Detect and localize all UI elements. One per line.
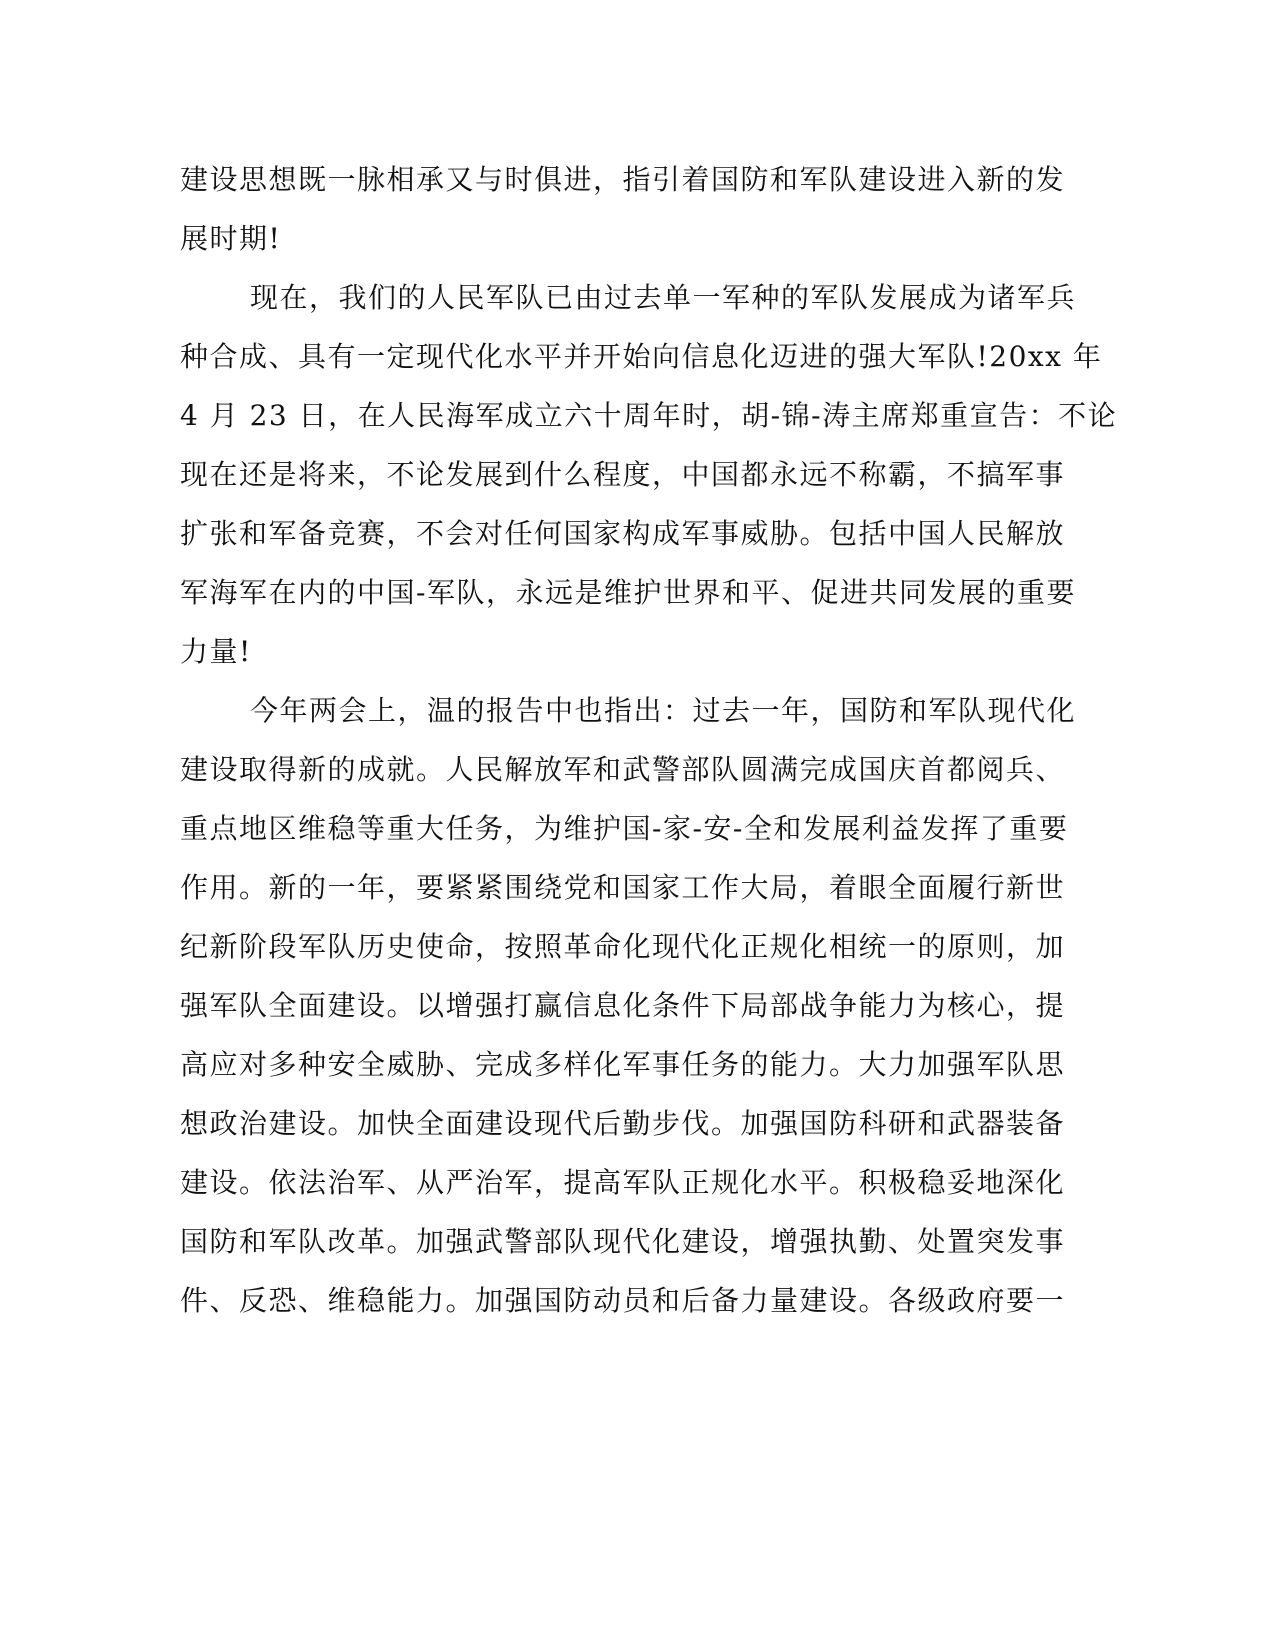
text-line: 作用。新的一年，要紧紧围绕党和国家工作大局，着眼全面履行新世 [180, 871, 1066, 904]
text-line: 建设。依法治军、从严治军，提高军队正规化水平。积极稳妥地深化 [180, 1166, 1066, 1199]
text-line: 建设思想既一脉相承又与时俱进，指引着国防和军队建设进入新的发 [180, 163, 1066, 196]
text-line: 国防和军队改革。加强武警部队现代化建设，增强执勤、处置突发事 [180, 1225, 1066, 1258]
text-line: 强军队全面建设。以增强打赢信息化条件下局部战争能力为核心，提 [180, 989, 1066, 1022]
text-line: 高应对多种安全威胁、完成多样化军事任务的能力。大力加强军队思 [180, 1048, 1066, 1081]
paragraph-start-line: 现在，我们的人民军队已由过去单一军种的军队发展成为诸军兵 [250, 281, 1077, 314]
text-line: 展时期! [180, 222, 282, 255]
paragraph-start-line: 今年两会上，温的报告中也指出：过去一年，国防和军队现代化 [250, 694, 1077, 727]
text-line: 纪新阶段军队历史使命，按照革命化现代化正规化相统一的原则，加 [180, 930, 1066, 963]
text-line: 建设取得新的成就。人民解放军和武警部队圆满完成国庆首都阅兵、 [180, 753, 1066, 786]
text-line: 种合成、具有一定现代化水平并开始向信息化迈进的强大军队!20xx 年 [180, 340, 1103, 373]
body-text [180, 158, 1118, 1338]
text-line: 4 月 23 日，在人民海军成立六十周年时，胡-锦-涛主席郑重宣告：不论 [180, 399, 1118, 432]
text-line: 力量! [180, 635, 252, 668]
text-line: 军海军在内的中国-军队，永远是维护世界和平、促进共同发展的重要 [180, 576, 1076, 609]
text-line: 重点地区维稳等重大任务，为维护国-家-安-全和发展利益发挥了重要 [180, 812, 1069, 845]
text-line: 扩张和军备竞赛，不会对任何国家构成军事威胁。包括中国人民解放 [180, 517, 1066, 550]
text-line: 想政治建设。加快全面建设现代后勤步伐。加强国防科研和武器装备 [180, 1107, 1066, 1140]
text-line: 件、反恐、维稳能力。加强国防动员和后备力量建设。各级政府要一 [180, 1284, 1066, 1317]
text-line: 现在还是将来，不论发展到什么程度，中国都永远不称霸，不搞军事 [180, 458, 1066, 491]
